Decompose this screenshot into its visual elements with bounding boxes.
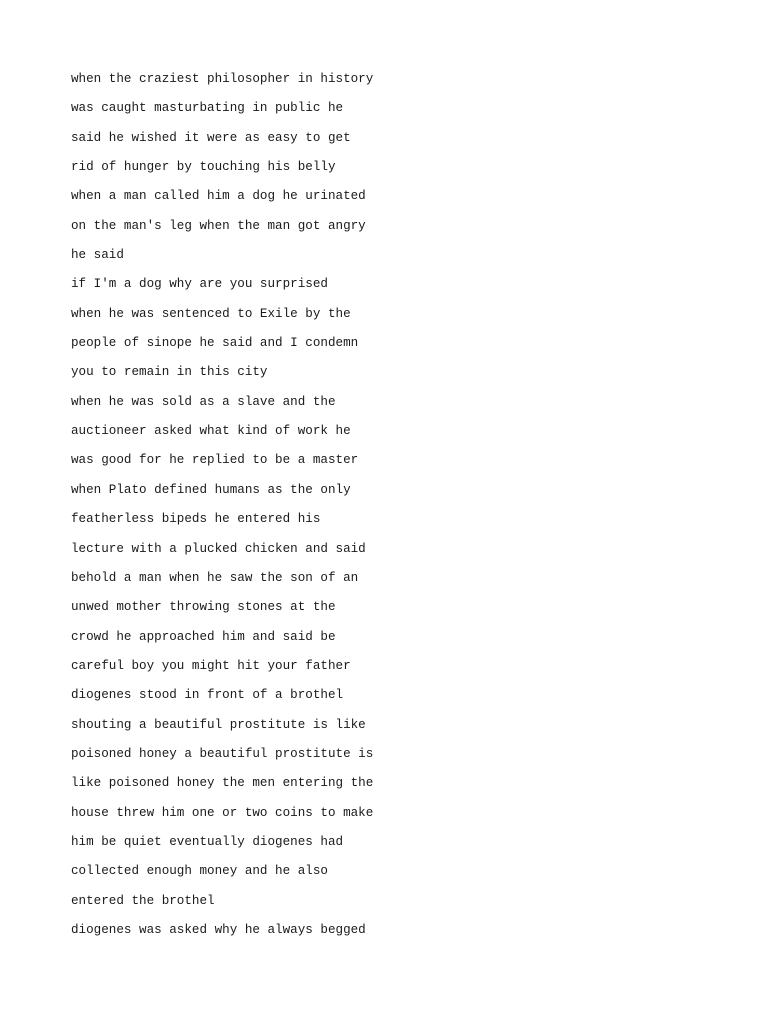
text-line: when a man called him a dog he urinated xyxy=(71,189,366,204)
transcript-text xyxy=(71,70,711,950)
text-line: house threw him one or two coins to make xyxy=(71,805,374,820)
text-line: when he was sentenced to Exile by the xyxy=(71,306,351,321)
text-line: like poisoned honey the men entering the xyxy=(71,776,374,791)
text-line: rid of hunger by touching his belly xyxy=(71,160,336,175)
text-line: auctioneer asked what kind of work he xyxy=(71,424,351,439)
text-line: lecture with a plucked chicken and said xyxy=(71,541,366,556)
text-line: entered the brothel xyxy=(71,893,215,908)
text-line: when Plato defined humans as the only xyxy=(71,482,351,497)
text-line: you to remain in this city xyxy=(71,365,268,380)
text-line: crowd he approached him and said be xyxy=(71,629,336,644)
text-line: was good for he replied to be a master xyxy=(71,453,359,468)
text-line: collected enough money and he also xyxy=(71,864,328,879)
text-line: on the man's leg when the man got angry xyxy=(71,218,366,233)
text-line: featherless bipeds he entered his xyxy=(71,512,321,527)
text-line: poisoned honey a beautiful prostitute is xyxy=(71,746,374,761)
text-line: diogenes stood in front of a brothel xyxy=(71,688,344,703)
text-line: him be quiet eventually diogenes had xyxy=(71,834,344,849)
text-line: if I'm a dog why are you surprised xyxy=(71,277,328,292)
text-line: behold a man when he saw the son of an xyxy=(71,570,359,585)
text-line: when he was sold as a slave and the xyxy=(71,394,336,409)
text-line: careful boy you might hit your father xyxy=(71,658,351,673)
text-line: was caught masturbating in public he xyxy=(71,101,344,116)
text-line: unwed mother throwing stones at the xyxy=(71,600,336,615)
text-line: shouting a beautiful prostitute is like xyxy=(71,717,366,732)
text-line: people of sinope he said and I condemn xyxy=(71,336,359,351)
text-line: said he wished it were as easy to get xyxy=(71,130,351,145)
text-line: he said xyxy=(71,248,124,263)
text-line: when the craziest philosopher in history xyxy=(71,72,374,86)
text-line: diogenes was asked why he always begged xyxy=(71,922,366,937)
